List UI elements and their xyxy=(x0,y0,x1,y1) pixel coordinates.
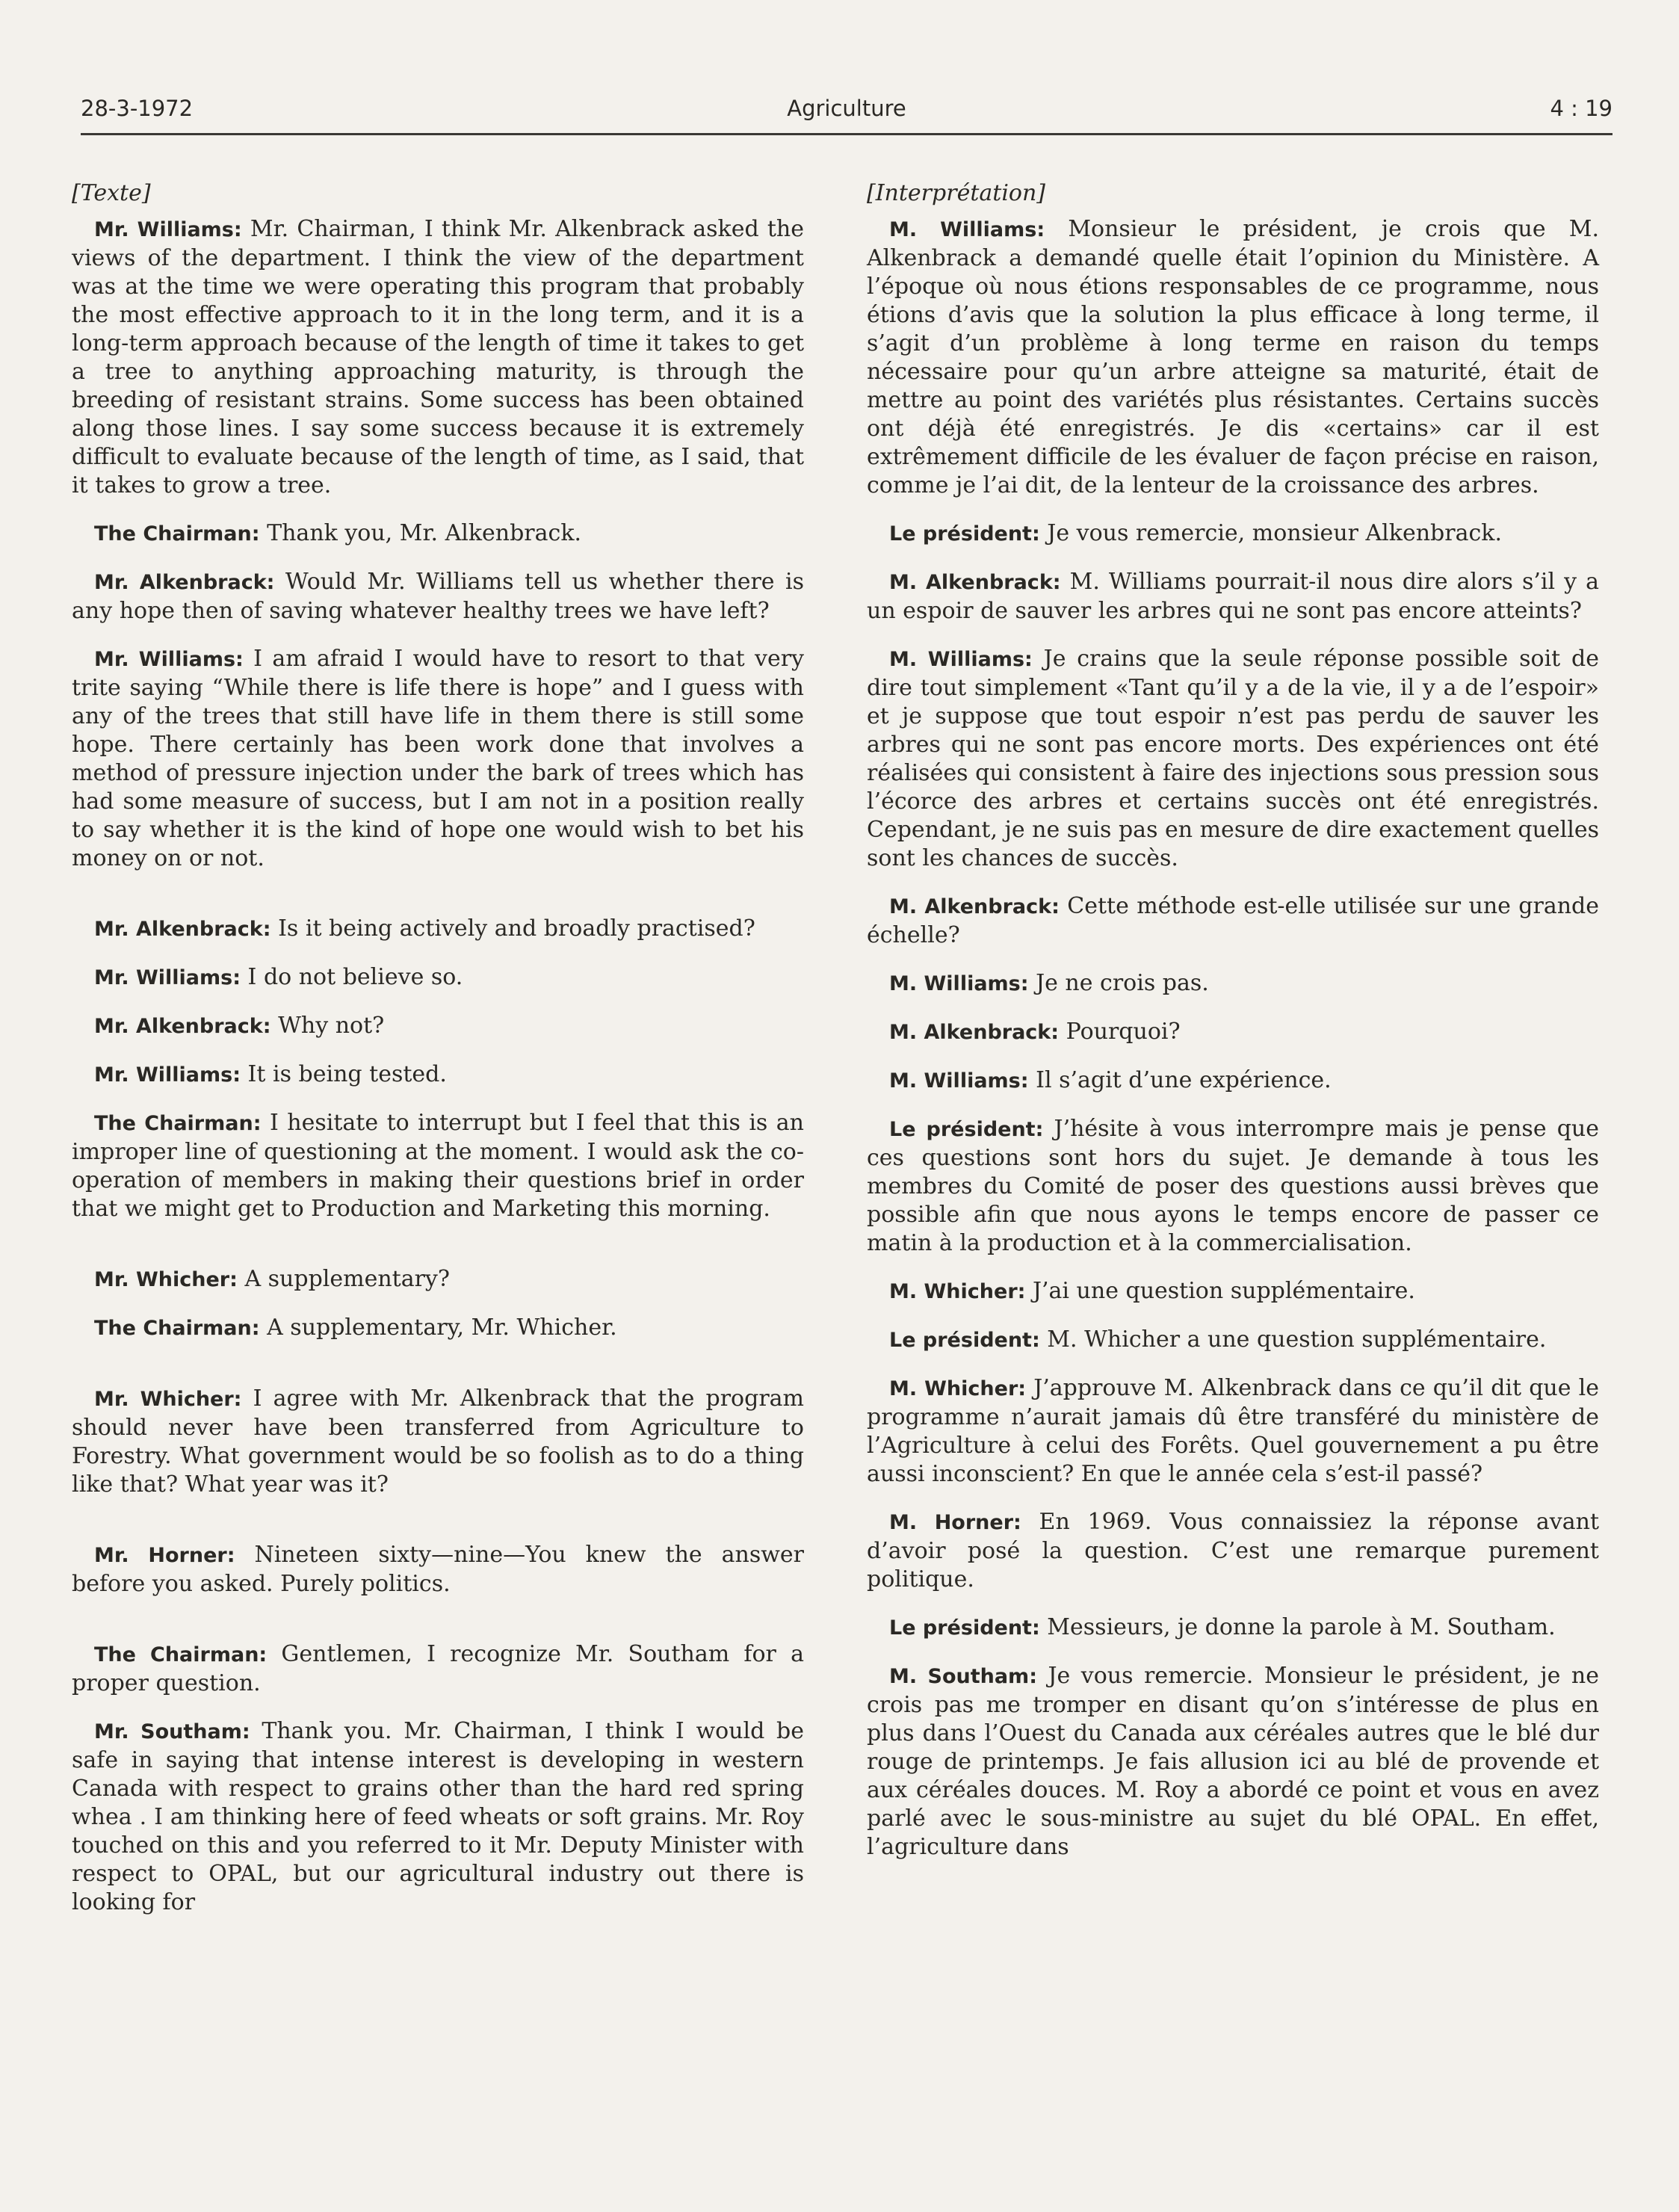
speech-text: Il s’agit d’une expérience. xyxy=(1028,1067,1332,1093)
speech-paragraph xyxy=(72,915,804,944)
speech-text: I am afraid I would have to resort to that very trite saying “While there is life there is hope” and I guess with any of the trees that still have life in them there is still some hope. There certainly has been work done that involves a method of pressure injection under the bark of trees which has had some measure of success, but I am not in a position really to say whether it is the kind of hope one would wish to bet his money on or not. xyxy=(72,646,804,871)
speech-paragraph xyxy=(867,1662,1599,1862)
speech-paragraph xyxy=(867,519,1599,549)
english-column xyxy=(72,179,804,1917)
speaker-name: M. Whicher: xyxy=(889,1280,1026,1303)
column-tag: [Texte] xyxy=(72,180,151,206)
speech-paragraph xyxy=(867,1018,1599,1047)
speech-text: Je crains que la seule réponse possible soit de dire tout simplement «Tant qu’il y a de la vie, il y a de l’espoir» et je suppose que tout espoir n’est pas perdu de sauver les arbres qui ne sont pas encore morts. Des expériences ont été réalisées qui consistent à faire des injections sous pression sous l’écorce des arbres et certains succès ont été enregistrés. Cependant, je ne suis pas en mesure de dire exactement quelles sont les chances de succès. xyxy=(867,646,1599,871)
french-column xyxy=(867,179,1599,1862)
speaker-name: Le président: xyxy=(889,522,1040,546)
speech-paragraph xyxy=(867,969,1599,998)
speech-paragraph xyxy=(72,1541,804,1598)
speaker-name: M. Williams: xyxy=(889,972,1029,995)
speech-text: It is being tested. xyxy=(241,1061,447,1087)
header-page-number: 4 : 19 xyxy=(1550,96,1612,121)
speech-paragraph xyxy=(867,1115,1599,1258)
speech-text: Is it being actively and broadly practised? xyxy=(270,915,755,942)
speaker-name: Mr. Southam: xyxy=(94,1720,250,1743)
speaker-name: Mr. Williams: xyxy=(94,1063,241,1087)
speech-text: Thank you, Mr. Alkenbrack. xyxy=(259,520,582,546)
speech-paragraph xyxy=(72,963,804,992)
speaker-name: M. Whicher: xyxy=(889,1377,1027,1400)
speech-text: M. Whicher a une question supplémentaire. xyxy=(1039,1326,1547,1353)
speech-paragraph xyxy=(72,1109,804,1223)
speech-paragraph xyxy=(867,1066,1599,1096)
speech-text: A supplementary? xyxy=(237,1266,450,1292)
speech-paragraph xyxy=(867,215,1599,500)
speech-text: Gentlemen, I recognize Mr. Southam for a proper question. xyxy=(72,1641,804,1696)
speech-text: I do not believe so. xyxy=(241,964,463,990)
speech-text: Messieurs, je donne la parole à M. Southam. xyxy=(1039,1614,1556,1640)
speech-text: Je vous remercie. Monsieur le président, je ne crois pas me tromper en disant qu’on s’intéresse de plus en plus dans l’Ouest du Canada aux céréales autres que le blé dur rouge de printemps. Je fais allusion ici au blé de provende et aux céréales douces. M. Roy a abordé ce point et vous en avez parlé avec le sous-ministre au sujet du blé OPAL. En effet, l’agriculture dans xyxy=(867,1663,1600,1860)
page-header xyxy=(81,96,1612,135)
speech-text: J’ai une question supplémentaire. xyxy=(1025,1278,1415,1304)
speaker-name: M. Williams: xyxy=(889,1069,1029,1093)
speech-text: A supplementary, Mr. Whicher. xyxy=(259,1314,617,1341)
speaker-name: Mr. Williams: xyxy=(94,648,244,671)
speaker-name: M. Williams: xyxy=(889,218,1045,241)
speaker-name: The Chairman: xyxy=(94,1112,262,1135)
speech-text: Je vous remercie, monsieur Alkenbrack. xyxy=(1039,520,1502,546)
speech-text: Thank you. Mr. Chairman, I think I would be safe in saying that intense interest is developing in western Canada with respect to grains other than the hard red spring whea . I am thinking here of feed wheats or soft grains. Mr. Roy touched on this and you referred to it Mr. Deputy Minister with respect to OPAL, but our agricultural industry out there is looking for xyxy=(72,1718,804,1915)
speech-text: I agree with Mr. Alkenbrack that the program should never have been transferred from Agriculture to Forestry. What government would be so foolish as to do a thing like that? What year was it? xyxy=(72,1385,804,1498)
speech-paragraph xyxy=(867,1277,1599,1306)
speech-paragraph xyxy=(72,1265,804,1294)
speaker-name: Mr. Alkenbrack: xyxy=(94,571,275,594)
speech-text: J’approuve M. Alkenbrack dans ce qu’il dit que le programme n’aurait jamais dû être transféré du ministère de l’Agriculture à celui des Forêts. Quel gouvernement a pu être aussi inconscient? En que le année cela s’est-il passé? xyxy=(867,1375,1599,1487)
speech-paragraph xyxy=(867,568,1599,625)
speech-paragraph xyxy=(72,1385,804,1499)
speaker-name: Le président: xyxy=(889,1329,1040,1352)
speech-paragraph xyxy=(867,1508,1599,1594)
speech-text: Mr. Chairman, I think Mr. Alkenbrack asked the views of the department. I think the view of the department was at the time we were operating this program that probably the most effective approach to it in the long term, and it is a long-term approach because of the length of time it takes to get a tree to anything approaching maturity, is through the breeding of resistant strains. Some success has been obtained along those lines. I say some success because it is extremely difficult to evaluate because of the length of time, as I said, that it takes to grow a tree. xyxy=(72,216,804,498)
speaker-name: The Chairman: xyxy=(94,1317,260,1340)
header-date: 28-3-1972 xyxy=(81,96,194,121)
speech-text: I hesitate to interrupt but I feel that this is an improper line of questioning at the moment. I would ask the co-operation of members in making their questions brief in order that we might get to Production and Marketing this morning. xyxy=(72,1110,804,1222)
speech-text: Je ne crois pas. xyxy=(1028,970,1209,996)
speech-text: Why not? xyxy=(270,1013,385,1039)
speech-paragraph xyxy=(72,1012,804,1041)
speaker-name: M. Alkenbrack: xyxy=(889,895,1060,918)
speech-paragraph xyxy=(72,519,804,549)
speaker-name: M. Alkenbrack: xyxy=(889,1021,1060,1044)
speaker-name: Mr. Alkenbrack: xyxy=(94,1015,271,1038)
speaker-name: Mr. Whicher: xyxy=(94,1388,242,1411)
speech-text: En 1969. Vous connaissiez la réponse avant d’avoir posé la question. C’est une remarque purement politique. xyxy=(867,1509,1599,1592)
speaker-name: M. Alkenbrack: xyxy=(889,571,1061,594)
speech-paragraph xyxy=(72,215,804,500)
column-tag: [Interprétation] xyxy=(867,180,1046,206)
speech-paragraph xyxy=(72,1314,804,1343)
speech-text: M. Williams pourrait-il nous dire alors s’il y a un espoir de sauver les arbres qui ne sont pas encore atteints? xyxy=(867,569,1599,624)
speech-paragraph xyxy=(72,645,804,873)
speech-paragraph xyxy=(72,1717,804,1917)
speaker-name: Mr. Alkenbrack: xyxy=(94,918,271,941)
speech-text: Pourquoi? xyxy=(1059,1019,1181,1045)
speech-paragraph xyxy=(867,1326,1599,1355)
speaker-name: Mr. Williams: xyxy=(94,966,241,989)
speaker-name: Le président: xyxy=(889,1616,1040,1640)
speech-text: Monsieur le président, je crois que M. Alkenbrack a demandé quelle était l’opinion du Ministère. A l’époque où nous étions responsables de ce programme, nous étions d’avis que la solution la plus efficace à long terme, il s’agit d’un problème à long terme en raison du temps nécessaire pour qu’un arbre atteigne sa maturité, était de mettre au point des variétés plus résistantes. Certains succès ont déjà été enregistrés. Je dis «certains» car il est extrêmement difficile de les évaluer de façon précise en raison, comme je l’ai dit, de la lenteur de la croissance des arbres. xyxy=(867,216,1599,498)
speech-text: J’hésite à vous interrompre mais je pense que ces questions sont hors du sujet. Je demande à tous les membres du Comité de poser des questions aussi brèves que possible afin que nous ayons le temps encore de passer ce matin à la production et à la commercialisation. xyxy=(867,1116,1600,1256)
speech-paragraph xyxy=(867,892,1599,950)
speech-paragraph xyxy=(72,1640,804,1698)
speech-paragraph xyxy=(72,568,804,625)
speech-paragraph xyxy=(867,1613,1599,1643)
speech-paragraph xyxy=(867,1374,1599,1489)
speaker-name: M. Southam: xyxy=(889,1665,1037,1688)
speaker-name: M. Williams: xyxy=(889,648,1033,671)
speech-paragraph xyxy=(72,1060,804,1090)
speaker-name: Mr. Whicher: xyxy=(94,1268,238,1291)
speaker-name: The Chairman: xyxy=(94,1643,268,1666)
speaker-name: Le président: xyxy=(889,1118,1044,1141)
speaker-name: The Chairman: xyxy=(94,522,260,546)
speech-text: Cette méthode est-elle utilisée sur une grande échelle? xyxy=(867,893,1599,948)
header-title: Agriculture xyxy=(787,96,906,121)
speaker-name: Mr. Horner: xyxy=(94,1544,235,1567)
speaker-name: M. Horner: xyxy=(889,1511,1021,1534)
speaker-name: Mr. Williams: xyxy=(94,218,242,241)
speech-paragraph xyxy=(867,645,1599,873)
speech-text: Nineteen sixty—nine—You knew the answer before you asked. Purely politics. xyxy=(72,1542,804,1597)
speech-text: Would Mr. Williams tell us whether there is any hope then of saving whatever healthy trees we have left? xyxy=(72,569,804,624)
